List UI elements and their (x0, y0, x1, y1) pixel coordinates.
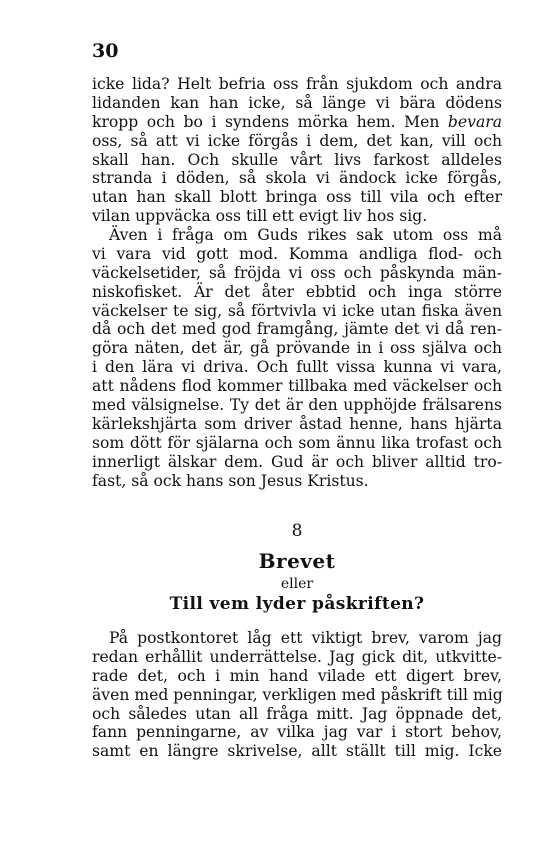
text-line: väckelser te sig, så förtvivla vi icke utan fiska även (92, 301, 502, 320)
emphasis-word: bevara (447, 112, 502, 131)
text-line-with-emphasis (92, 113, 502, 132)
chapter-subtitle: Till vem lyder påskriften? (169, 594, 425, 614)
chapter-connector: eller (280, 576, 314, 592)
text-line: göra näten, det är, gå prövande in i oss själva och (92, 339, 502, 358)
text-line: fast, så ock hans son Jesus Kristus. (92, 471, 369, 490)
text-line: oss, så att vi icke förgås i dem, det kan, vill och (92, 131, 502, 150)
chapter-number: 8 (291, 521, 303, 541)
text-line: lidanden kan han icke, så länge vi bära dödens (92, 93, 502, 112)
paragraph (92, 226, 502, 490)
text-line: niskofisket. Är det åter ebbtid och inga större (92, 282, 502, 301)
text-line: med välsignelse. Ty det är den upphöjde frälsarens (92, 396, 502, 415)
chapter-title: Brevet (258, 549, 336, 573)
text-line: vilan uppväcka oss till ett evigt liv hos sig. (92, 207, 428, 226)
text-line: vi vara vid gott mod. Komma andliga flod- och (92, 244, 502, 263)
text-line: att nådens flod kommer tillbaka med väckelser och (92, 377, 502, 396)
text-line: och således utan all fråga mitt. Jag öppnade det, (92, 704, 502, 723)
text-line: icke lida? Helt befria oss från sjukdom och andra (92, 75, 502, 93)
text-line: redan erhållit underrättelse. Jag gick dit, utkvitte- (92, 647, 502, 666)
text-line: skall han. Och skulle vårt livs farkost alldeles (92, 150, 502, 169)
text-span: kropp och bo i syndens mörka hem. Men (92, 112, 448, 131)
text-line: rade det, och i min hand vilade ett digert brev, (92, 666, 502, 685)
paragraph-continuation (92, 75, 502, 226)
text-line: På postkontoret låg ett viktigt brev, varom jag (109, 629, 502, 647)
text-line: då och det med god framgång, jämte det vi då ren- (92, 320, 502, 339)
text-line: innerligt älskar dem. Gud är och bliver alltid tro- (92, 452, 502, 471)
text-line: fann penningarne, av vilka jag var i stort behov, (92, 723, 502, 742)
text-line: i den lära vi driva. Och fullt vissa kunna vi vara, (92, 358, 502, 377)
text-line: kärlekshjärta som driver åstad henne, hans hjärta (92, 414, 502, 433)
text-line: samt en längre skrivelse, allt ställt till mig. Icke (92, 742, 502, 761)
paragraph (92, 629, 502, 761)
text-line: även med penningar, verkligen med påskrift till mig (92, 685, 503, 704)
text-line: väckelsetider, så fröjda vi oss och påskynda män- (92, 263, 502, 282)
page-number: 30 (92, 40, 119, 62)
text-line: som dött för själarna och som ännu lika trofast och (92, 433, 502, 452)
text-line: utan han skall blott bringa oss till vila och efter (92, 188, 502, 207)
text-line: Även i fråga om Guds rikes sak utom oss må (109, 226, 502, 244)
text-line: stranda i döden, så skola vi ändock icke förgås, (92, 169, 502, 188)
